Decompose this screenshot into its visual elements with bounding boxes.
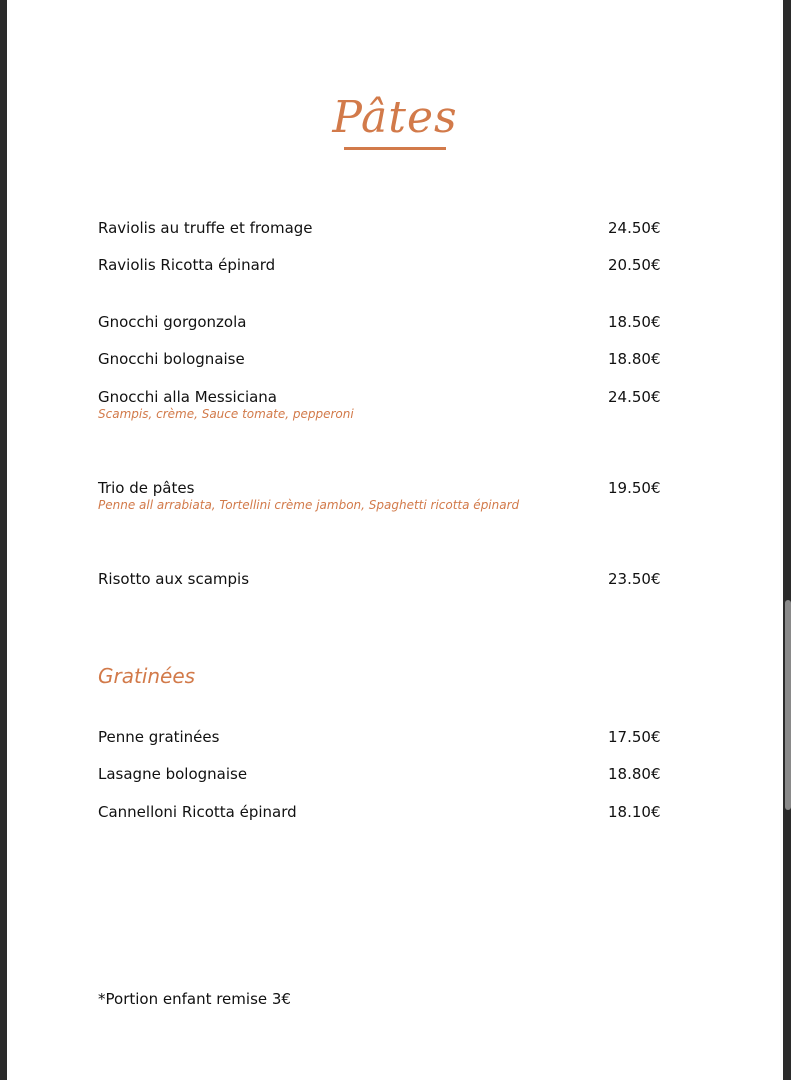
menu-item	[98, 570, 698, 588]
menu-item	[98, 479, 698, 512]
menu-item	[98, 765, 698, 783]
item-price: 23.50€	[608, 570, 661, 588]
item-price: 17.50€	[608, 728, 661, 746]
scrollbar[interactable]	[785, 600, 791, 810]
item-name: Penne gratinées	[98, 728, 220, 746]
page-title: Pâtes	[332, 92, 458, 143]
item-name: Cannelloni Ricotta épinard	[98, 803, 297, 821]
menu-item	[98, 388, 698, 421]
item-price: 19.50€	[608, 479, 661, 497]
item-price: 18.80€	[608, 765, 661, 783]
item-name: Raviolis au truffe et fromage	[98, 219, 313, 237]
item-price: 20.50€	[608, 256, 661, 274]
item-price: 18.80€	[608, 350, 661, 368]
item-name: Raviolis Ricotta épinard	[98, 256, 276, 274]
item-price: 24.50€	[608, 219, 661, 237]
menu-item	[98, 728, 698, 746]
menu-item	[98, 256, 698, 274]
item-name: Trio de pâtes	[98, 479, 195, 497]
item-description: Scampis, crème, Sauce tomate, pepperoni	[98, 407, 354, 421]
footnote: *Portion enfant remise 3€	[98, 990, 291, 1008]
item-name: Risotto aux scampis	[98, 570, 250, 588]
menu-item	[98, 350, 698, 368]
menu-item	[98, 219, 698, 237]
item-name: Gnocchi bolognaise	[98, 350, 245, 368]
item-price: 18.50€	[608, 313, 661, 331]
item-name: Lasagne bolognaise	[98, 765, 248, 783]
section-title-gratinees: Gratinées	[98, 664, 196, 688]
title-underline	[344, 147, 446, 150]
item-price: 18.10€	[608, 803, 661, 821]
menu-item	[98, 803, 698, 821]
item-description: Penne all arrabiata, Tortellini crème jambon, Spaghetti ricotta épinard	[98, 498, 520, 512]
menu-item	[98, 313, 698, 331]
menu-page	[7, 0, 783, 1080]
item-price: 24.50€	[608, 388, 661, 406]
item-name: Gnocchi alla Messiciana	[98, 388, 278, 406]
item-name: Gnocchi gorgonzola	[98, 313, 247, 331]
